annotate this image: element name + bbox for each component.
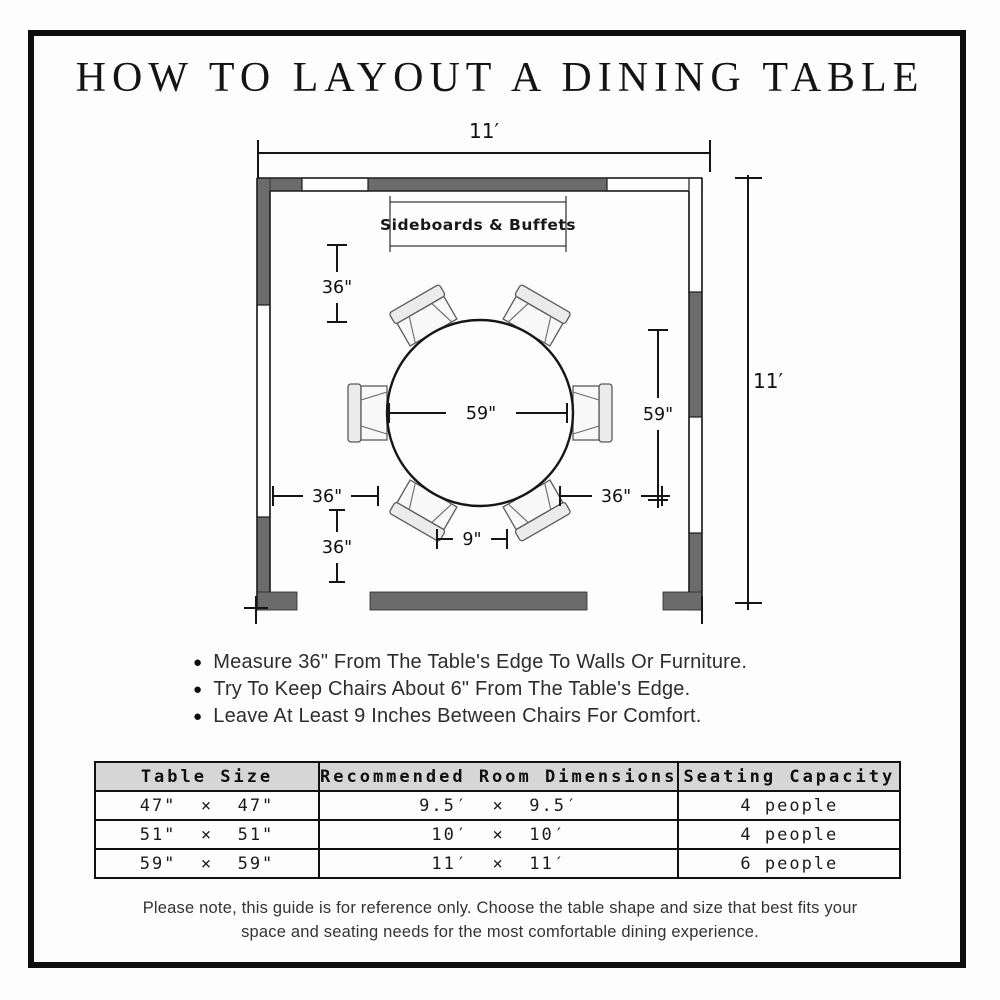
table-header-row xyxy=(95,762,900,791)
tip-item xyxy=(193,649,747,676)
chair-right xyxy=(573,384,612,442)
cell-room-dimensions: 10′ × 10′ xyxy=(319,820,678,849)
tip-item xyxy=(193,703,747,730)
dim-room-width xyxy=(258,119,710,178)
dim-clearance-top xyxy=(322,245,352,322)
right-wall-window xyxy=(689,417,702,533)
dim-clearance-top-label: 36" xyxy=(321,278,353,298)
bottom-wall-segment xyxy=(370,592,587,610)
top-right-wall-opening xyxy=(607,178,702,191)
tips-list xyxy=(193,649,747,730)
right-wall-opening-top xyxy=(689,178,702,292)
left-wall-window xyxy=(257,305,270,517)
bullet-icon: ● xyxy=(193,681,203,698)
footer-note xyxy=(0,896,1000,944)
cell-table-size: 51" × 51" xyxy=(95,820,319,849)
header-table-size: Table Size xyxy=(95,762,319,791)
footer-line-1: Please note, this guide is for reference only. Choose the table shape and size that best fits your xyxy=(142,899,858,917)
footer-line-2: space and seating needs for the most comfortable dining experience. xyxy=(241,923,759,941)
tip-text: Leave At Least 9 Inches Between Chairs For Comfort. xyxy=(213,705,702,727)
cell-table-size: 47" × 47" xyxy=(95,791,319,820)
header-room-dimensions: Recommended Room Dimensions xyxy=(319,762,678,791)
bullet-icon: ● xyxy=(193,708,203,725)
page-title: HOW TO LAYOUT A DINING TABLE xyxy=(75,55,925,101)
dim-clearance-bottom-left-label: 36" xyxy=(321,538,353,558)
dim-table-height xyxy=(643,330,673,508)
dim-clearance-bottom-left xyxy=(322,510,352,582)
bullet-icon: ● xyxy=(193,654,203,671)
dim-table-height-label: 59" xyxy=(642,405,674,425)
table-row xyxy=(95,791,900,820)
dim-room-height xyxy=(735,175,783,610)
table-row xyxy=(95,849,900,878)
dim-room-height-label: 11′ xyxy=(753,369,783,393)
tip-item xyxy=(193,676,747,703)
chair-left xyxy=(348,384,387,442)
header-seating-capacity: Seating Capacity xyxy=(678,762,900,791)
dim-clearance-right-label: 36" xyxy=(600,487,632,507)
bottom-right-wall-corner xyxy=(663,592,702,610)
cell-seating-capacity: 6 people xyxy=(678,849,900,878)
sideboard-label: Sideboards & Buffets xyxy=(379,216,577,234)
tip-text: Try To Keep Chairs About 6" From The Table's Edge. xyxy=(213,678,691,700)
table-size-chart xyxy=(94,761,901,879)
dim-chair-spacing-label: 9" xyxy=(462,530,482,550)
cell-table-size: 59" × 59" xyxy=(95,849,319,878)
cell-seating-capacity: 4 people xyxy=(678,791,900,820)
top-wall-window xyxy=(302,178,368,191)
cell-room-dimensions: 11′ × 11′ xyxy=(319,849,678,878)
dim-room-width-label: 11′ xyxy=(469,119,499,143)
sideboard-box xyxy=(380,196,576,252)
cell-seating-capacity: 4 people xyxy=(678,820,900,849)
table-row xyxy=(95,820,900,849)
dim-clearance-left-label: 36" xyxy=(311,487,343,507)
dim-clearance-left xyxy=(273,486,378,507)
dim-table-diameter-label: 59" xyxy=(465,404,497,424)
dim-clearance-right xyxy=(560,486,670,507)
tip-text: Measure 36" From The Table's Edge To Walls Or Furniture. xyxy=(213,651,748,673)
dim-chair-spacing xyxy=(437,529,507,550)
cell-room-dimensions: 9.5′ × 9.5′ xyxy=(319,791,678,820)
